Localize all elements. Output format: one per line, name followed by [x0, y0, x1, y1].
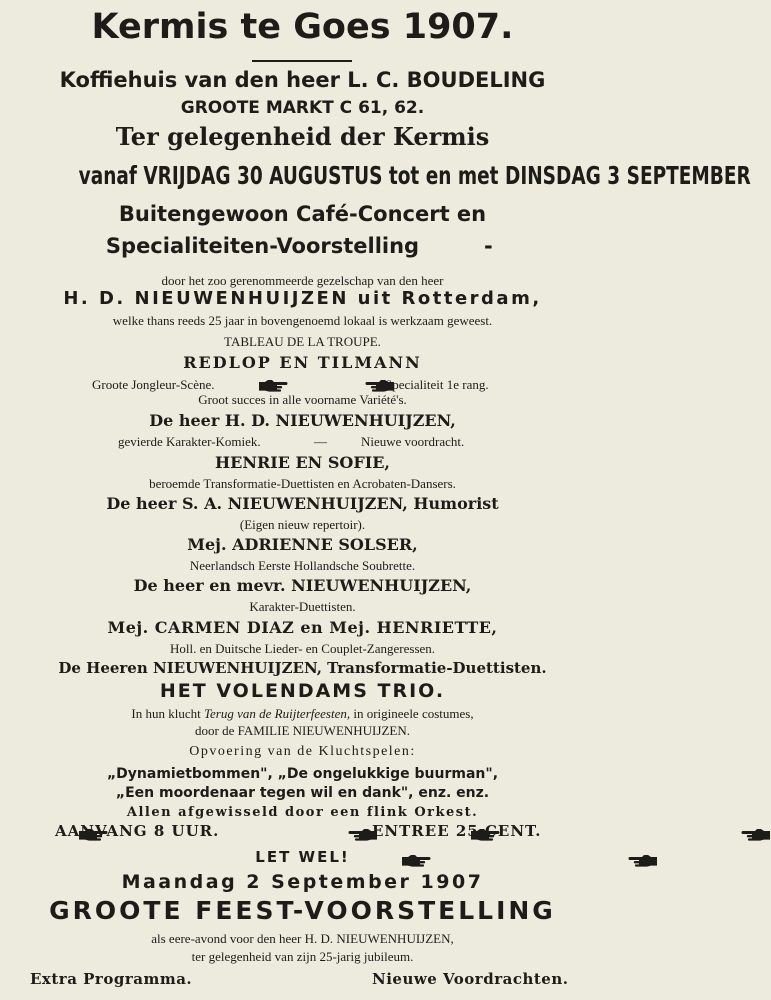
pointing-hand-left-icon — [741, 828, 771, 841]
act-carmen-name: Mej. CARMEN DIAZ en Mej. HENRIETTE, — [107, 618, 498, 637]
act-adrienne-name: Mej. ADRIENNE SOLSER, — [187, 535, 418, 554]
plays-line-2: „Een moordenaar tegen wil en dank", enz. enz. — [115, 785, 490, 801]
specialiteiten-dash: - — [484, 234, 493, 258]
act-sa-name: De heer S. A. NIEUWENHUIJZEN, Humorist — [106, 494, 499, 513]
act-redlop-left-text: Groote Jongleur-Scène. — [92, 377, 215, 392]
act-redlop-left — [92, 378, 214, 391]
hd-nieuwenhuijzen-line: H. D. NIEUWENHUIJZEN uit Rotterdam, — [63, 288, 542, 309]
groote-feest-line: GROOTE FEEST-VOORSTELLING — [49, 896, 556, 925]
volendams-sub1-a: In hun klucht — [131, 706, 204, 721]
entree-line: ENTREE 25 CENT. — [372, 822, 542, 840]
allen-line: Allen afgewisseld door een flink Orkest. — [126, 805, 479, 820]
volendams-sub1-c: in origineele costumes, — [350, 706, 474, 721]
door-line: door het zoo gerenommeerde gezelschap van den heer — [161, 273, 444, 288]
pointing-hand-left-icon — [628, 854, 658, 867]
aanvang-line: AANVANG 8 UUR. — [55, 822, 220, 840]
act-redlop-right: Specialiteit 1e rang. — [385, 377, 489, 392]
act-volendams-name: HET VOLENDAMS TRIO. — [159, 680, 446, 702]
title-rule — [252, 60, 352, 62]
extra-programma: Extra Programma. — [30, 970, 193, 988]
act-hd-dash: — — [314, 434, 327, 449]
act-hd-left: gevierde Karakter-Komiek. — [118, 434, 261, 449]
act-duettisten-name: De heer en mevr. NIEUWENHUIJZEN, — [133, 576, 472, 595]
act-hd-name: De heer H. D. NIEUWENHUIJZEN, — [149, 411, 456, 430]
welke-line: welke thans reeds 25 jaar in bovengenoemd lokaal is werkzaam geweest. — [112, 313, 493, 328]
act-hd-right: Nieuwe voordracht. — [361, 434, 465, 449]
nieuwe-voordrachten: Nieuwe Voordrachten. — [372, 970, 569, 988]
address-line: GROOTE MARKT C 61, 62. — [180, 98, 425, 118]
page-title: Kermis te Goes 1907. — [91, 7, 514, 47]
act-sa-sub: (Eigen nieuw repertoir). — [239, 517, 366, 532]
volendams-sub1-title: Terug van de Ruijterfeesten, — [204, 706, 351, 721]
buitengewoon-line: Buitengewoon Café-Concert en — [118, 202, 487, 226]
pointing-hand-right-icon — [258, 379, 288, 392]
gelegenheid-line: Ter gelegenheid der Kermis — [115, 122, 490, 151]
dates-line: vanaf VRIJDAG 30 AUGUSTUS tot en met DINSDAG 3 SEPTEMBER — [78, 161, 751, 190]
maandag-line: Maandag 2 September 1907 — [121, 871, 484, 893]
plays-line-1: „Dynamietbommen", „De ongelukkige buurman", — [106, 766, 499, 782]
jubileum-line: ter gelegenheid van zijn 25-jarig jubileum. — [191, 949, 414, 964]
koffiehuis-line: Koffiehuis van den heer L. C. BOUDELING — [59, 68, 546, 92]
act-henrie-sub: beroemde Transformatie-Duettisten en Acrobaten-Dansers. — [149, 476, 456, 491]
tableau-line: TABLEAU DE LA TROUPE. — [224, 334, 381, 349]
act-duettisten-sub: Karakter-Duettisten. — [249, 599, 356, 614]
specialiteiten-line: Specialiteiten-Voorstelling — [105, 234, 420, 258]
act-volendams-sub1 — [0, 707, 605, 720]
act-redlop-sub: Groot succes in alle voorname Variété's. — [198, 392, 407, 407]
opvoering-line: Opvoering van de Kluchtspelen: — [189, 744, 416, 759]
eere-avond-text: als eere-avond voor den heer H. D. NIEUWENHUIJZEN, — [151, 931, 454, 946]
letwel-line: LET WEL! — [255, 848, 350, 866]
act-carmen-sub: Holl. en Duitsche Lieder- en Couplet-Zangeressen. — [169, 641, 436, 656]
act-adrienne-sub: Neerlandsch Eerste Hollandsche Soubrette. — [189, 558, 416, 573]
act-redlop-name: REDLOP EN TILMANN — [183, 353, 422, 372]
act-henrie-name: HENRIE EN SOFIE, — [215, 453, 390, 472]
act-volendams-sub2: door de FAMILIE NIEUWENHUIJZEN. — [195, 723, 410, 738]
eere-avond-line — [0, 932, 605, 945]
act-heeren-name: De Heeren NIEUWENHUIJZEN, Transformatie-Duettisten. — [58, 659, 547, 677]
